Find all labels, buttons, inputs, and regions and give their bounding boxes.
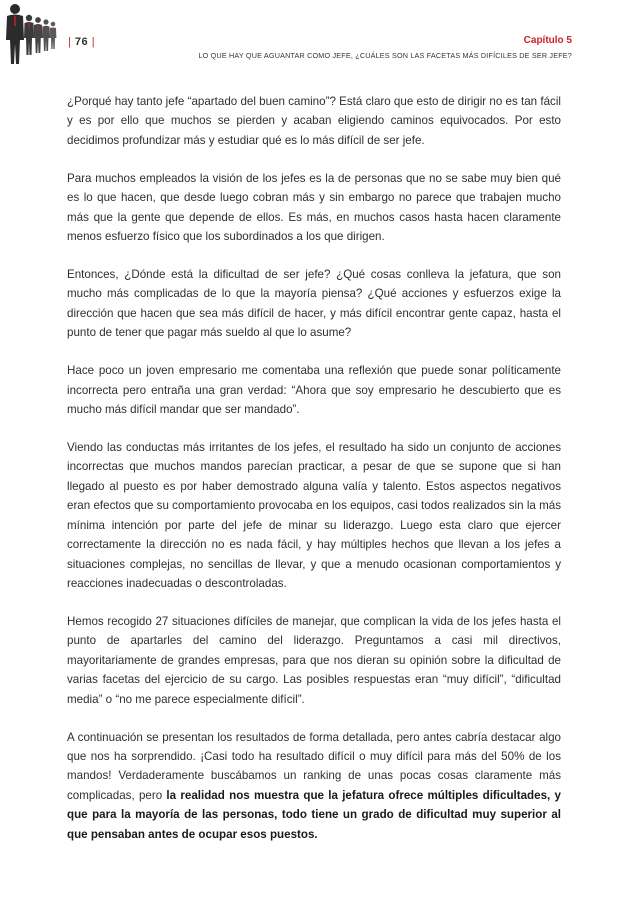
paragraph: Viendo las conductas más irritantes de los jefes, el resultado ha sido un conjunto de acciones incorrectas que muchos mandos parecían practicar, a pesar de que se supone que si han llegado al puesto es por haber demostrado alguna valía y talento. Estos aspectos negativos eran efectos que su comportamiento provocaba en los equipos, casi todos realizados sin la más mínima intención por parte del jefe de minar su liderazgo. Luego esta claro que ejercer correctamente la dirección no es nada fácil, y hay múltiples hechos que llevan a los jefes a situaciones complejas, no sencillas de llevar, y que a menudo ocasionan comportamientos y reacciones inadecuadas o descontroladas. [67,441,561,590]
paragraph: ¿Porqué hay tanto jefe “apartado del buen camino”? Está claro que esto de dirigir no es tan fácil y es por ello que muchos se pierden y acaban eligiendo caminos equivocados. Por esto decidimos profundizar más y estudiar qué es lo más difícil de ser jefe. [67,95,561,147]
paragraph: Para muchos empleados la visión de los jefes es la de personas que no se sabe muy bien qué es lo que hacen, que desde luego cobran más y sin embargo no parece que trabajen mucho más que la gente que depende de ellos. Es más, en muchos casos hasta hacen claramente menos esfuerzo físico que los subordinados a los que dirigen. [67,171,561,244]
paragraph-text: A continuación se presentan los resultados de forma detallada, pero antes cabría destacar algo que nos ha sorprendido. ¡Casi todo ha resultado difícil o muy difícil para más del 50% de los mandos! Verdaderamente buscábamos un ranking de unas pocas cosas claramente más complicadas, pero [67,730,561,802]
running-title: LO QUE HAY QUE AGUANTAR COMO JEFE, ¿CUÁLES SON LAS FACETAS MÁS DIFÍCILES DE SER JEFE? [198,51,572,60]
paragraph: Hace poco un joven empresario me comentaba una reflexión que puede sonar políticamente incorrecta pero entraña una gran verdad: “Ahora que soy empresario he descubierto que es mucho más difícil mandar que ser mandado”. [67,364,561,417]
highlighted-conclusion: la realidad nos muestra que la jefatura ofrece múltiples dificultades, y que para la mayoría de las personas, todo tiene un grado de dificultad muy superior al que pensaban antes de ocupar esos puestos. [67,788,561,841]
chapter-label: Capítulo 5 [523,35,572,46]
business-silhouettes-icon [0,0,64,66]
paragraph [67,728,561,844]
main-text [67,92,561,863]
paragraph: Hemos recogido 27 situaciones difíciles de manejar, que complican la vida de los jefes hasta el punto de apartarles del camino del liderazgo. Preguntamos a casi mil directivos, mayoritariamente de grandes empresas, para que nos dieran su opinión sobre la dificultad de varias facetas del ejercicio de su cargo. Las posibles respuestas eran “muy difícil”, “dificultad media” o “no me parece especialmente difícil”. [67,614,561,706]
page-number-value: 76 [74,36,89,48]
paragraph: Entonces, ¿Dónde está la dificultad de ser jefe? ¿Qué cosas conlleva la jefatura, que son mucho más complicadas de lo que la mayoría piensa? ¿Qué acciones y esfuerzos exige la dirección que hacen que sea más difícil de hacer, y más difícil encontrar gente capaz, hasta el punto de tener que pagar más sueldo al que lo asume? [67,268,561,340]
page-number: | 76 | [68,36,96,48]
